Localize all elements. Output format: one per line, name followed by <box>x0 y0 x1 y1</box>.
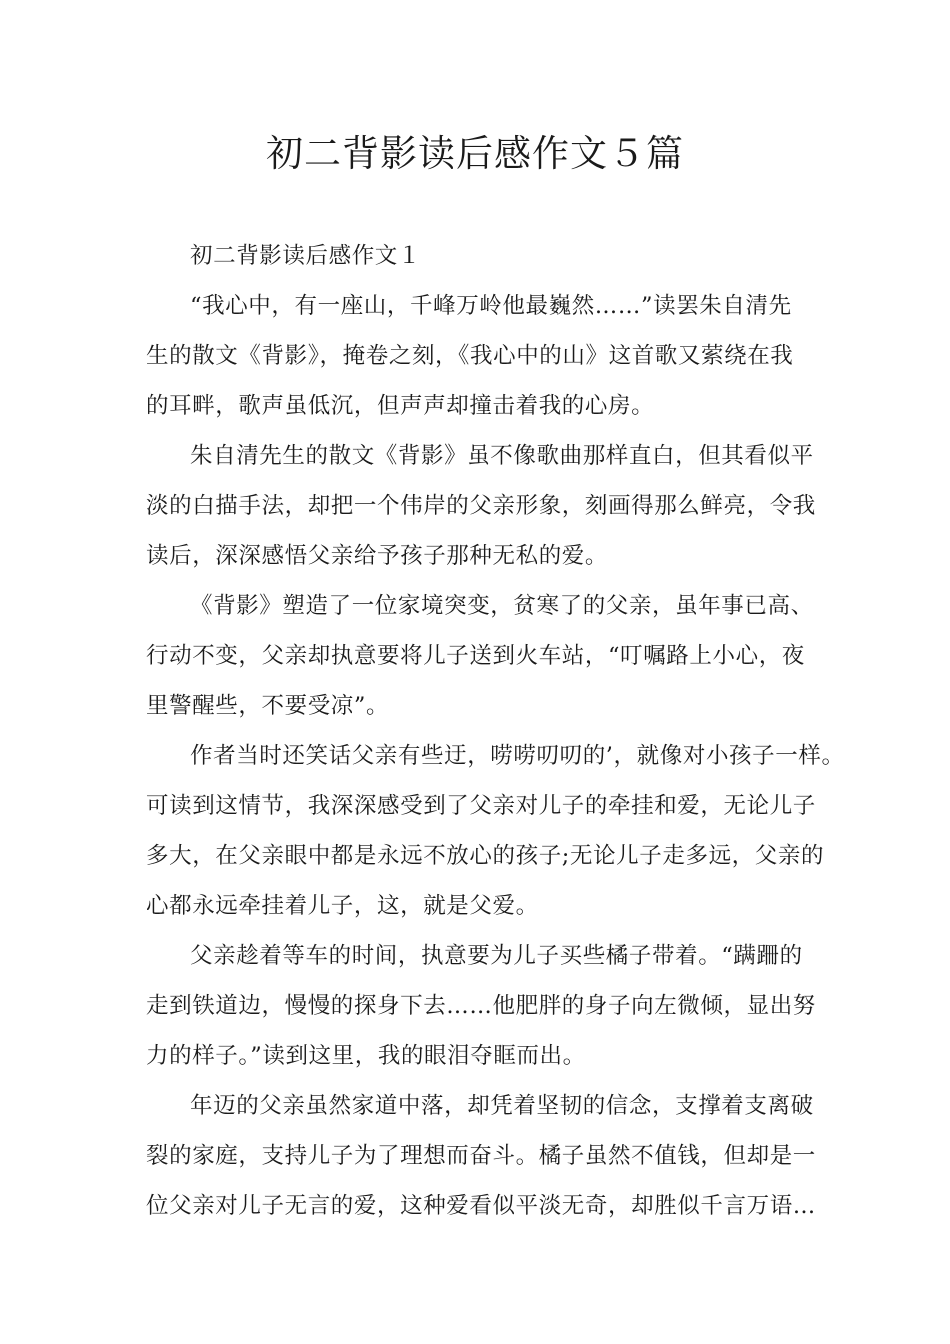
text-line: 读后，深深感悟父亲给予孩子那种无私的爱。 <box>146 543 609 569</box>
text-line: 可读到这情节，我深深感受到了父亲对儿子的牵挂和爱，无论儿子 <box>146 793 816 819</box>
text-line: 行动不变，父亲却执意要将儿子送到火车站，“叮嘱路上小心，夜 <box>146 643 805 669</box>
text-line: 淡的白描手法，却把一个伟岸的父亲形象，刻画得那么鲜亮，令我 <box>146 493 816 519</box>
text-line: 《背影》塑造了一位家境突变，贫寒了的父亲，虽年事已高、 <box>190 593 814 619</box>
document-title: 初二背影读后感作文５篇 <box>266 132 684 175</box>
text-line: 的耳畔，歌声虽低沉，但声声却撞击着我的心房。 <box>146 393 655 419</box>
text-line: 心都永远牵挂着儿子，这，就是父爱。 <box>146 893 539 919</box>
text-line: 里警醒些，不要受凉”。 <box>146 693 390 719</box>
text-line: 走到铁道边，慢慢的探身下去……他肥胖的身子向左微倾，显出努 <box>146 993 816 1019</box>
text-line: 朱自清先生的散文《背影》虽不像歌曲那样直白，但其看似平 <box>190 443 814 469</box>
text-line: 裂的家庭，支持儿子为了理想而奋斗。橘子虽然不值钱，但却是一 <box>146 1143 816 1169</box>
text-line: 父亲趁着等车的时间，执意要为儿子买些橘子带着。“蹒跚的 <box>190 943 803 969</box>
text-line: 年迈的父亲虽然家道中落，却凭着坚韧的信念，支撑着支离破 <box>190 1093 814 1119</box>
text-line: 位父亲对儿子无言的爱，这种爱看似平淡无奇，却胜似千言万语… <box>146 1193 816 1219</box>
text-line: 作者当时还笑话父亲有些迂，唠唠叨叨的’，就像对小孩子一样。 <box>190 743 845 769</box>
document-body <box>146 231 845 1231</box>
section-heading: 初二背影读后感作文１ <box>190 243 422 269</box>
text-line: 力的样子。”读到这里，我的眼泪夺眶而出。 <box>146 1043 586 1069</box>
text-line: “我心中，有一座山，千峰万岭他最巍然……”读罢朱自清先 <box>190 293 792 319</box>
text-line: 多大，在父亲眼中都是永远不放心的孩子;无论儿子走多远，父亲的 <box>146 843 825 869</box>
text-line: 生的散文《背影》，掩卷之刻，《我心中的山》这首歌又萦绕在我 <box>146 343 794 369</box>
